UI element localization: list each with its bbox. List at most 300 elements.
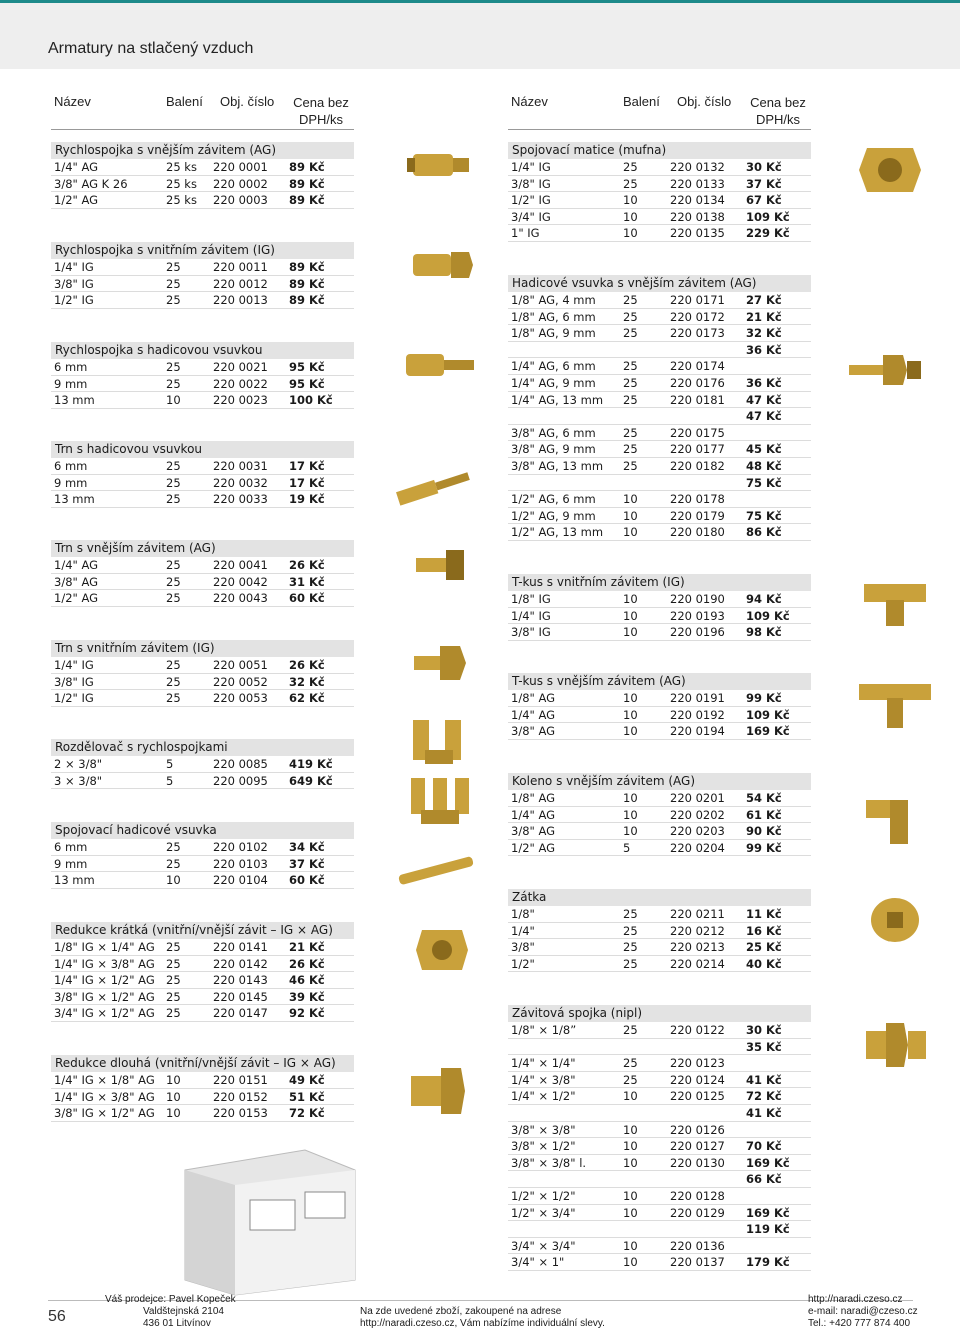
item-name: 3/8" × 3/8" l. bbox=[511, 1155, 587, 1170]
item-price: 89 Kč bbox=[289, 260, 325, 274]
table-row bbox=[51, 292, 354, 309]
product-section bbox=[508, 773, 811, 856]
item-price: 92 Kč bbox=[289, 1006, 325, 1021]
item-price: 16 Kč bbox=[746, 923, 782, 938]
item-code: 220 0031 bbox=[213, 459, 268, 473]
table-row bbox=[508, 1055, 811, 1072]
item-code: 220 0003 bbox=[213, 193, 268, 208]
item-name: 1/8" AG bbox=[511, 791, 556, 805]
item-price: 419 Kč bbox=[289, 757, 333, 771]
item-name: 3/8" IG bbox=[54, 674, 94, 689]
item-price: 75 Kč bbox=[746, 475, 782, 490]
item-name: 1/4" IG bbox=[511, 608, 551, 623]
table-row bbox=[508, 292, 811, 309]
item-name: 3/8" bbox=[511, 940, 535, 955]
item-pack: 25 bbox=[623, 392, 638, 407]
item-name: 1/4" AG bbox=[511, 707, 556, 722]
item-pack: 10 bbox=[623, 707, 638, 722]
item-price: 21 Kč bbox=[746, 309, 782, 324]
table-row bbox=[508, 1171, 811, 1188]
table-row bbox=[51, 956, 354, 973]
table-row bbox=[508, 192, 811, 209]
item-pack: 25 bbox=[166, 674, 181, 689]
section-title: Rychlospojka s vnějším závitem (AG) bbox=[51, 142, 354, 159]
item-code: 220 0143 bbox=[213, 973, 268, 988]
table-row bbox=[508, 325, 811, 342]
item-code: 220 0001 bbox=[213, 160, 268, 174]
header-name: Název bbox=[511, 94, 548, 109]
item-code: 220 0173 bbox=[670, 326, 725, 341]
item-pack: 25 bbox=[623, 442, 638, 457]
item-pack: 5 bbox=[166, 773, 174, 788]
item-pack: 25 bbox=[166, 376, 181, 391]
table-row bbox=[51, 872, 354, 889]
item-code: 220 0191 bbox=[670, 691, 725, 705]
item-name: 3/8" AG, 6 mm bbox=[511, 425, 596, 440]
item-price: 39 Kč bbox=[289, 989, 325, 1004]
table-row bbox=[508, 475, 811, 492]
item-price: 100 Kč bbox=[289, 393, 333, 408]
item-code: 220 0174 bbox=[670, 359, 725, 374]
item-pack: 25 bbox=[166, 940, 181, 954]
hose-connector-image bbox=[391, 841, 482, 901]
item-name: 1/2" IG bbox=[54, 691, 94, 706]
item-name: 1/8" AG bbox=[511, 691, 556, 705]
item-pack: 10 bbox=[623, 508, 638, 523]
item-pack: 25 bbox=[166, 591, 181, 606]
right-column-header bbox=[508, 92, 811, 130]
product-section bbox=[51, 1055, 354, 1122]
item-pack: 25 bbox=[166, 973, 181, 988]
item-name: 1/4" AG bbox=[54, 558, 99, 572]
item-price: 86 Kč bbox=[746, 525, 782, 540]
item-price: 25 Kč bbox=[746, 940, 782, 955]
item-code: 220 0179 bbox=[670, 508, 725, 523]
product-section bbox=[51, 922, 354, 1022]
item-code: 220 0180 bbox=[670, 525, 725, 540]
item-price: 11 Kč bbox=[746, 907, 782, 921]
table-row bbox=[51, 192, 354, 209]
item-pack: 25 bbox=[166, 459, 181, 473]
item-pack: 25 ks bbox=[166, 160, 197, 174]
header-price: Cena bez DPH/ks bbox=[293, 95, 349, 127]
item-name: 1/4" IG × 3/8" AG bbox=[54, 1089, 155, 1104]
section-title: Koleno s vnějším závitem (AG) bbox=[508, 773, 811, 790]
item-price: 30 Kč bbox=[746, 1023, 782, 1037]
item-price: 169 Kč bbox=[746, 724, 790, 739]
page-title: Armatury na stlačený vzduch bbox=[48, 40, 254, 57]
plug-hose-image bbox=[387, 450, 482, 524]
item-price: 21 Kč bbox=[289, 940, 325, 954]
item-pack: 10 bbox=[623, 1188, 638, 1203]
product-section bbox=[51, 739, 354, 789]
table-row bbox=[51, 657, 354, 674]
item-price: 98 Kč bbox=[746, 625, 782, 640]
seller-name: Váš prodejce: Pavel Kopeček bbox=[105, 1294, 236, 1305]
item-price: 89 Kč bbox=[289, 176, 325, 191]
item-price: 72 Kč bbox=[746, 1089, 782, 1104]
item-name: 1/2" bbox=[511, 956, 535, 971]
item-pack: 25 bbox=[166, 260, 181, 274]
item-name: 9 mm bbox=[54, 475, 88, 490]
item-name: 9 mm bbox=[54, 856, 88, 871]
item-pack: 25 bbox=[166, 1006, 181, 1021]
item-name: 1/4" IG bbox=[54, 260, 94, 274]
product-section bbox=[508, 673, 811, 740]
item-code: 220 0032 bbox=[213, 475, 268, 490]
item-price: 60 Kč bbox=[289, 591, 325, 606]
item-pack: 10 bbox=[623, 824, 638, 839]
table-row bbox=[508, 408, 811, 425]
item-price: 70 Kč bbox=[746, 1139, 782, 1154]
table-row bbox=[508, 491, 811, 508]
item-code: 220 0151 bbox=[213, 1073, 268, 1087]
coupling-nut-image bbox=[855, 140, 925, 200]
item-price: 34 Kč bbox=[289, 840, 325, 854]
item-pack: 5 bbox=[166, 757, 174, 771]
header-pack: Balení bbox=[166, 94, 203, 109]
item-name: 1/2" × 1/2" bbox=[511, 1188, 576, 1203]
item-code: 220 0128 bbox=[670, 1188, 725, 1203]
item-price: 72 Kč bbox=[289, 1106, 325, 1121]
item-code: 220 0213 bbox=[670, 940, 725, 955]
item-price: 60 Kč bbox=[289, 873, 325, 888]
table-row bbox=[508, 956, 811, 973]
table-row bbox=[51, 856, 354, 873]
header-band bbox=[0, 3, 960, 69]
item-pack: 10 bbox=[623, 492, 638, 507]
seller-info bbox=[105, 1294, 236, 1329]
item-pack: 25 bbox=[166, 293, 181, 308]
table-row bbox=[51, 574, 354, 591]
left-column-header bbox=[51, 92, 354, 130]
item-name: 1/4" × 1/4" bbox=[511, 1056, 576, 1071]
nipple-image bbox=[860, 1015, 930, 1075]
item-name: 1/2" IG bbox=[54, 293, 94, 308]
item-code: 220 0196 bbox=[670, 625, 725, 640]
item-price: 95 Kč bbox=[289, 360, 325, 374]
item-pack: 25 bbox=[166, 574, 181, 589]
item-pack: 25 bbox=[166, 840, 181, 854]
table-row bbox=[508, 1138, 811, 1155]
product-section bbox=[51, 142, 354, 209]
item-name: 13 mm bbox=[54, 492, 95, 507]
table-row bbox=[508, 707, 811, 724]
item-code: 220 0152 bbox=[213, 1089, 268, 1104]
item-code: 220 0130 bbox=[670, 1155, 725, 1170]
table-row bbox=[51, 590, 354, 607]
item-name: 3/8" AG, 13 mm bbox=[511, 458, 604, 473]
table-row bbox=[508, 524, 811, 541]
table-row bbox=[508, 923, 811, 940]
item-price: 89 Kč bbox=[289, 160, 325, 174]
product-section bbox=[51, 640, 354, 707]
table-row bbox=[51, 359, 354, 376]
item-code: 220 0126 bbox=[670, 1122, 725, 1137]
item-code: 220 0011 bbox=[213, 260, 268, 274]
product-section bbox=[508, 142, 811, 242]
seller-street: Valdštejnská 2104 bbox=[143, 1306, 224, 1317]
quick-coupling-hose-image bbox=[400, 340, 480, 390]
item-name: 3/8" IG bbox=[54, 276, 94, 291]
item-price: 62 Kč bbox=[289, 691, 325, 706]
item-name: 2 × 3/8" bbox=[54, 757, 103, 771]
item-name: 1/2" AG bbox=[511, 840, 556, 855]
item-price: 35 Kč bbox=[746, 1039, 782, 1054]
item-code: 220 0053 bbox=[213, 691, 268, 706]
item-pack: 10 bbox=[623, 724, 638, 739]
item-pack: 10 bbox=[623, 807, 638, 822]
item-code: 220 0041 bbox=[213, 558, 268, 572]
table-row bbox=[508, 608, 811, 625]
product-section bbox=[508, 275, 811, 541]
item-price: 41 Kč bbox=[746, 1105, 782, 1120]
item-pack: 10 bbox=[623, 226, 638, 241]
table-row bbox=[508, 790, 811, 807]
item-name: 1/8" bbox=[511, 907, 535, 921]
table-row bbox=[51, 557, 354, 574]
header-code: Obj. číslo bbox=[677, 94, 732, 109]
item-code: 220 0171 bbox=[670, 293, 725, 307]
item-name: 3/8" AG bbox=[511, 724, 556, 739]
item-pack: 25 bbox=[623, 940, 638, 955]
table-row bbox=[51, 1072, 354, 1089]
section-title: Rychlospojka s hadicovou vsuvkou bbox=[51, 342, 354, 359]
item-price: 179 Kč bbox=[746, 1255, 790, 1270]
table-row bbox=[508, 358, 811, 375]
item-code: 220 0214 bbox=[670, 956, 725, 971]
long-reducer-image bbox=[405, 1060, 469, 1120]
table-row bbox=[508, 906, 811, 923]
item-name: 3/8" IG × 1/2" AG bbox=[54, 1106, 155, 1121]
product-section bbox=[51, 242, 354, 309]
section-title: Závitová spojka (nipl) bbox=[508, 1005, 811, 1022]
item-code: 220 0137 bbox=[670, 1255, 725, 1270]
item-pack: 25 ks bbox=[166, 176, 197, 191]
item-name: 1/8" AG, 9 mm bbox=[511, 326, 596, 341]
table-row bbox=[508, 425, 811, 442]
table-row bbox=[51, 276, 354, 293]
item-name: 3/8" IG × 1/2" AG bbox=[54, 989, 155, 1004]
item-code: 220 0095 bbox=[213, 773, 268, 788]
item-pack: 10 bbox=[623, 1089, 638, 1104]
item-pack: 25 bbox=[166, 558, 181, 572]
item-price: 67 Kč bbox=[746, 193, 782, 208]
item-name: 1/4" AG bbox=[54, 160, 99, 174]
item-price: 32 Kč bbox=[746, 326, 782, 341]
item-code: 220 0085 bbox=[213, 757, 268, 771]
item-code: 220 0192 bbox=[670, 707, 725, 722]
item-name: 1/4" AG, 6 mm bbox=[511, 359, 596, 374]
item-code: 220 0181 bbox=[670, 392, 725, 407]
item-name: 1/8" × 1/8” bbox=[511, 1023, 577, 1037]
table-row bbox=[508, 591, 811, 608]
item-pack: 25 bbox=[623, 458, 638, 473]
item-price: 66 Kč bbox=[746, 1172, 782, 1187]
item-pack: 25 bbox=[166, 276, 181, 291]
item-pack: 10 bbox=[623, 791, 638, 805]
item-code: 220 0012 bbox=[213, 276, 268, 291]
product-section bbox=[508, 889, 811, 972]
item-name: 1/2" AG, 9 mm bbox=[511, 508, 596, 523]
discount-line-1: Na zde uvedené zboží, zakoupené na adrese bbox=[360, 1306, 562, 1317]
product-section bbox=[508, 1005, 811, 1271]
item-name: 1/4" AG, 13 mm bbox=[511, 392, 604, 407]
table-row bbox=[508, 624, 811, 641]
item-pack: 10 bbox=[623, 592, 638, 606]
email-link[interactable]: e-mail: naradi@czeso.cz bbox=[808, 1306, 918, 1317]
table-row bbox=[508, 342, 811, 359]
short-reducer-image bbox=[412, 920, 472, 980]
section-title: T-kus s vnitřním závitem (IG) bbox=[508, 574, 811, 591]
item-price: 95 Kč bbox=[289, 376, 325, 391]
item-pack: 25 bbox=[623, 359, 638, 374]
item-name: 1/2" AG bbox=[54, 591, 99, 606]
item-price: 37 Kč bbox=[746, 176, 782, 191]
table-row bbox=[508, 309, 811, 326]
page-number: 56 bbox=[48, 1308, 66, 1325]
table-row bbox=[51, 1089, 354, 1106]
item-name: 9 mm bbox=[54, 376, 88, 391]
item-name: 1/2" AG bbox=[54, 193, 99, 208]
item-code: 220 0104 bbox=[213, 873, 268, 888]
item-price: 649 Kč bbox=[289, 773, 333, 788]
item-code: 220 0051 bbox=[213, 658, 268, 672]
item-price: 17 Kč bbox=[289, 475, 325, 490]
item-pack: 10 bbox=[623, 691, 638, 705]
item-pack: 10 bbox=[623, 1238, 638, 1253]
item-name: 1/8" AG, 6 mm bbox=[511, 309, 596, 324]
item-name: 3/8" × 3/8" bbox=[511, 1122, 576, 1137]
item-name: 1" IG bbox=[511, 226, 540, 241]
plug-ag-image bbox=[410, 540, 470, 590]
item-name: 6 mm bbox=[54, 459, 88, 473]
table-row bbox=[51, 475, 354, 492]
item-pack: 10 bbox=[623, 1139, 638, 1154]
item-pack: 10 bbox=[623, 1155, 638, 1170]
table-row bbox=[508, 690, 811, 707]
item-name: 1/4" × 1/2" bbox=[511, 1089, 576, 1104]
discount-note bbox=[360, 1306, 605, 1329]
item-price: 94 Kč bbox=[746, 592, 782, 606]
section-title: T-kus s vnějším závitem (AG) bbox=[508, 673, 811, 690]
table-row bbox=[508, 458, 811, 475]
table-row bbox=[508, 939, 811, 956]
item-code: 220 0043 bbox=[213, 591, 268, 606]
item-code: 220 0178 bbox=[670, 492, 725, 507]
item-price: 51 Kč bbox=[289, 1089, 325, 1104]
item-code: 220 0190 bbox=[670, 592, 725, 606]
item-name: 3/4" IG bbox=[511, 209, 551, 224]
item-name: 1/2" AG, 6 mm bbox=[511, 492, 596, 507]
section-title: Trn s vnějším závitem (AG) bbox=[51, 540, 354, 557]
item-pack: 5 bbox=[623, 840, 631, 855]
section-title: Hadicové vsuvka s vnějším závitem (AG) bbox=[508, 275, 811, 292]
item-name: 1/4" bbox=[511, 923, 535, 938]
item-code: 220 0176 bbox=[670, 375, 725, 390]
item-price: 89 Kč bbox=[289, 193, 325, 208]
item-name: 3/8" AG, 9 mm bbox=[511, 442, 596, 457]
product-section bbox=[51, 441, 354, 508]
item-code: 220 0002 bbox=[213, 176, 268, 191]
item-price: 26 Kč bbox=[289, 956, 325, 971]
item-name: 3/8" AG bbox=[511, 824, 556, 839]
table-row bbox=[51, 458, 354, 475]
item-price: 19 Kč bbox=[289, 492, 325, 507]
item-price: 17 Kč bbox=[289, 459, 325, 473]
item-pack: 25 bbox=[623, 375, 638, 390]
elbow-ag-image bbox=[860, 790, 930, 850]
section-title: Trn s vnitřním závitem (IG) bbox=[51, 640, 354, 657]
item-pack: 10 bbox=[623, 625, 638, 640]
quick-coupling-ag-image bbox=[405, 140, 475, 190]
item-pack: 25 bbox=[623, 923, 638, 938]
item-code: 220 0123 bbox=[670, 1056, 725, 1071]
item-pack: 10 bbox=[166, 1089, 181, 1104]
item-code: 220 0022 bbox=[213, 376, 268, 391]
distributor-2-image bbox=[405, 710, 475, 770]
item-price: 48 Kč bbox=[746, 458, 782, 473]
item-price: 89 Kč bbox=[289, 276, 325, 291]
product-box-image bbox=[155, 1140, 375, 1300]
item-name: 3/8" IG bbox=[511, 625, 551, 640]
item-code: 220 0203 bbox=[670, 824, 725, 839]
item-code: 220 0177 bbox=[670, 442, 725, 457]
plug-zatka-image bbox=[865, 890, 925, 950]
item-price: 45 Kč bbox=[746, 442, 782, 457]
item-code: 220 0122 bbox=[670, 1023, 725, 1037]
item-code: 220 0125 bbox=[670, 1089, 725, 1104]
product-section bbox=[51, 342, 354, 409]
item-pack: 25 bbox=[623, 907, 638, 921]
table-row bbox=[508, 1072, 811, 1089]
item-code: 220 0142 bbox=[213, 956, 268, 971]
item-price: 37 Kč bbox=[289, 856, 325, 871]
tee-ig-image bbox=[860, 570, 930, 630]
table-row bbox=[508, 1105, 811, 1122]
hose-nipple-ag-image bbox=[845, 345, 925, 395]
item-name: 1/4" IG bbox=[511, 160, 551, 174]
table-row bbox=[51, 690, 354, 707]
table-row bbox=[508, 1221, 811, 1238]
item-name: 1/2" × 3/4" bbox=[511, 1205, 576, 1220]
section-title: Spojovací matice (mufna) bbox=[508, 142, 811, 159]
product-section bbox=[508, 574, 811, 641]
item-price: 36 Kč bbox=[746, 375, 782, 390]
item-code: 220 0204 bbox=[670, 840, 725, 855]
item-price: 109 Kč bbox=[746, 707, 790, 722]
item-pack: 25 bbox=[166, 475, 181, 490]
website-link[interactable]: http://naradi.czeso.cz bbox=[808, 1294, 903, 1305]
header-name: Název bbox=[54, 94, 91, 109]
section-title: Redukce dlouhá (vnitřní/vnější závit – IG × AG) bbox=[51, 1055, 354, 1072]
item-code: 220 0129 bbox=[670, 1205, 725, 1220]
item-code: 220 0052 bbox=[213, 674, 268, 689]
item-pack: 25 ks bbox=[166, 193, 197, 208]
item-code: 220 0127 bbox=[670, 1139, 725, 1154]
item-code: 220 0102 bbox=[213, 840, 268, 854]
item-code: 220 0042 bbox=[213, 574, 268, 589]
seller-city: 436 01 Litvínov bbox=[143, 1318, 211, 1329]
discount-line-2[interactable]: http://naradi.czeso.cz, Vám nabízíme individuální slevy. bbox=[360, 1318, 605, 1329]
item-pack: 25 bbox=[166, 956, 181, 971]
item-pack: 25 bbox=[166, 856, 181, 871]
item-pack: 25 bbox=[166, 658, 181, 672]
item-code: 220 0193 bbox=[670, 608, 725, 623]
product-section bbox=[51, 540, 354, 607]
item-pack: 10 bbox=[623, 209, 638, 224]
item-code: 220 0194 bbox=[670, 724, 725, 739]
